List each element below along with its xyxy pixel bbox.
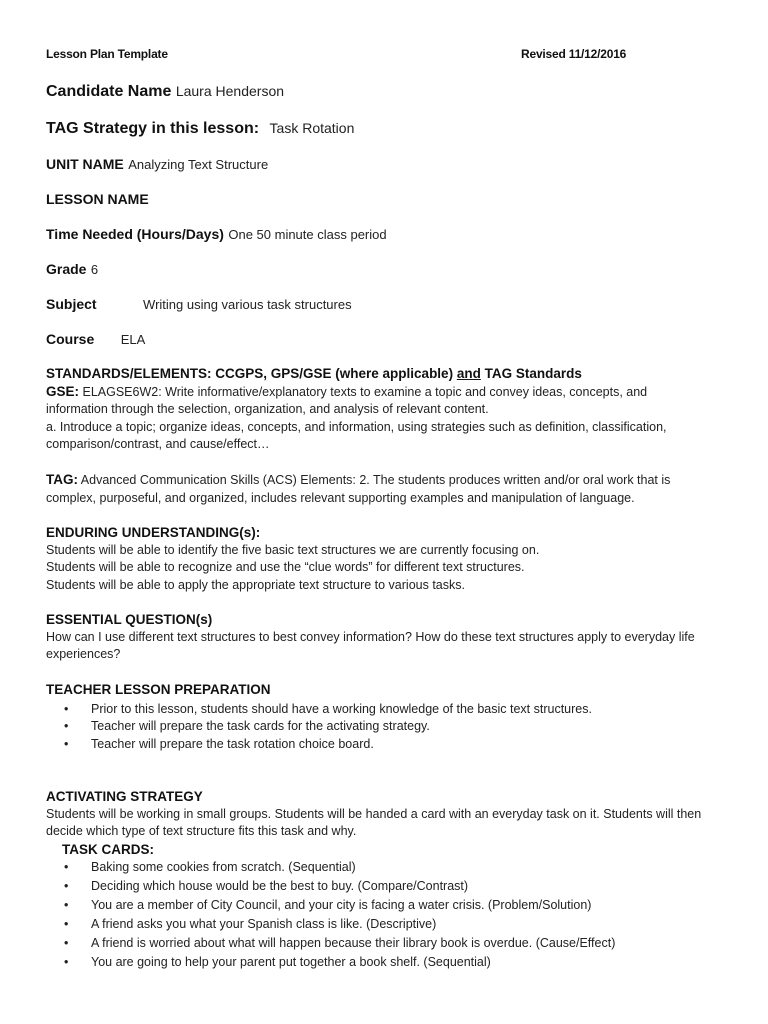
candidate-name-label: Candidate Name — [46, 83, 172, 100]
bullet-icon: • — [64, 719, 69, 733]
enduring-line: Students will be able to identify the five basic text structures we are currently focusing on. — [46, 542, 540, 557]
list-item: • You are a member of City Council, and your city is facing a water crisis. (Problem/Solution) — [46, 896, 726, 915]
subject-value: Writing using various task structures — [143, 297, 352, 312]
bullet-icon: • — [64, 917, 69, 931]
gse-text-line2: information through the selection, organization, and analysis of relevant content. — [46, 402, 489, 416]
tag-standards-section — [46, 471, 726, 507]
time-needed-row — [46, 226, 387, 244]
unit-name-value: Analyzing Text Structure — [128, 157, 269, 172]
tag-strategy-row — [46, 120, 354, 138]
subject-row — [46, 296, 352, 314]
grade-value: 6 — [90, 262, 99, 277]
time-needed-value: One 50 minute class period — [228, 227, 387, 242]
list-item: • A friend asks you what your Spanish class is like. (Descriptive) — [46, 915, 726, 934]
bullet-icon: • — [64, 955, 69, 969]
teacher-preparation-section — [46, 681, 726, 753]
grade-row — [46, 261, 98, 279]
enduring-understanding-section — [46, 524, 726, 594]
preparation-list — [46, 701, 726, 754]
standards-section — [46, 365, 726, 454]
header-template-title: Lesson Plan Template — [46, 47, 168, 61]
list-item: • You are going to help your parent put together a book shelf. (Sequential) — [46, 953, 726, 972]
essential-question-title: ESSENTIAL QUESTION(s) — [46, 612, 213, 627]
lesson-name-label: LESSON NAME — [46, 191, 149, 207]
list-item: • A friend is worried about what will happen because their library book is overdue. (Cause/Effect) — [46, 934, 726, 953]
activating-strategy-title: ACTIVATING STRATEGY — [46, 789, 203, 804]
task-cards-title: TASK CARDS: — [62, 841, 154, 857]
activating-strategy-section — [46, 788, 726, 972]
time-needed-label: Time Needed (Hours/Days) — [46, 226, 224, 242]
gse-text-line3: a. Introduce a topic; organize ideas, concepts, and information, using strategies such as definition, classification, — [46, 419, 667, 434]
standards-title: STANDARDS/ELEMENTS: CCGPS, GPS/GSE (where applicable) and TAG Standards — [46, 366, 582, 381]
grade-label: Grade — [46, 261, 87, 277]
subject-label: Subject — [46, 296, 97, 312]
bullet-icon: • — [64, 898, 69, 912]
gse-text-line4: comparison/contrast, and cause/effect… — [46, 437, 270, 451]
essential-question-line2: experiences? — [46, 647, 121, 661]
lesson-name-row — [46, 191, 149, 209]
course-label: Course — [46, 331, 95, 347]
essential-question-line1: How can I use different text structures to best convey information? How do these text structures apply to everyday life — [46, 629, 695, 644]
tag-strategy-value: Task Rotation — [269, 120, 355, 136]
bullet-icon: • — [64, 860, 69, 874]
bullet-icon: • — [64, 879, 69, 893]
header-revised-date: Revised 11/12/2016 — [521, 47, 627, 61]
enduring-understanding-title: ENDURING UNDERSTANDING(s): — [46, 525, 261, 540]
tag-strategy-label: TAG Strategy in this lesson: — [46, 120, 260, 137]
bullet-icon: • — [64, 936, 69, 950]
candidate-name-row — [46, 83, 284, 101]
essential-question-section — [46, 611, 726, 664]
bullet-icon: • — [64, 701, 69, 716]
teacher-preparation-title: TEACHER LESSON PREPARATION — [46, 682, 271, 697]
activating-line2: decide which type of text structure fits this task and why. — [46, 824, 357, 838]
tag-text-line2: complex, purposeful, and organized, includes relevant supporting examples and manipulation of language. — [46, 490, 635, 505]
list-item: • Deciding which house would be the best to buy. (Compare/Contrast) — [46, 877, 726, 896]
tag-label: TAG: — [46, 472, 78, 487]
gse-text-line1: ELAGSE6W2: Write informative/explanatory texts to examine a topic and convey ideas, concepts, and — [79, 384, 648, 399]
course-row — [46, 331, 145, 349]
task-cards-list — [46, 858, 726, 972]
gse-label: GSE: — [46, 383, 80, 399]
activating-line1: Students will be working in small groups. Students will be handed a card with an everyday task on it. Students will then — [46, 806, 702, 821]
candidate-name-value: Laura Henderson — [175, 83, 285, 99]
enduring-line: Students will be able to apply the appropriate text structure to various tasks. — [46, 577, 465, 592]
bullet-icon: • — [64, 736, 69, 751]
unit-name-label: UNIT NAME — [46, 156, 124, 172]
list-item: • Prior to this lesson, students should have a working knowledge of the basic text structures. — [46, 701, 726, 719]
tag-text-line1: Advanced Communication Skills (ACS) Elements: 2. The students produces written and/or oral work that is — [78, 473, 671, 487]
course-value: ELA — [120, 332, 146, 347]
list-item: • Baking some cookies from scratch. (Sequential) — [46, 858, 726, 877]
list-item: • Teacher will prepare the task rotation choice board. — [46, 736, 726, 754]
unit-name-row — [46, 156, 268, 174]
list-item: • Teacher will prepare the task cards for the activating strategy. — [46, 718, 726, 736]
enduring-line: Students will be able to recognize and use the “clue words” for different text structures. — [46, 560, 525, 574]
